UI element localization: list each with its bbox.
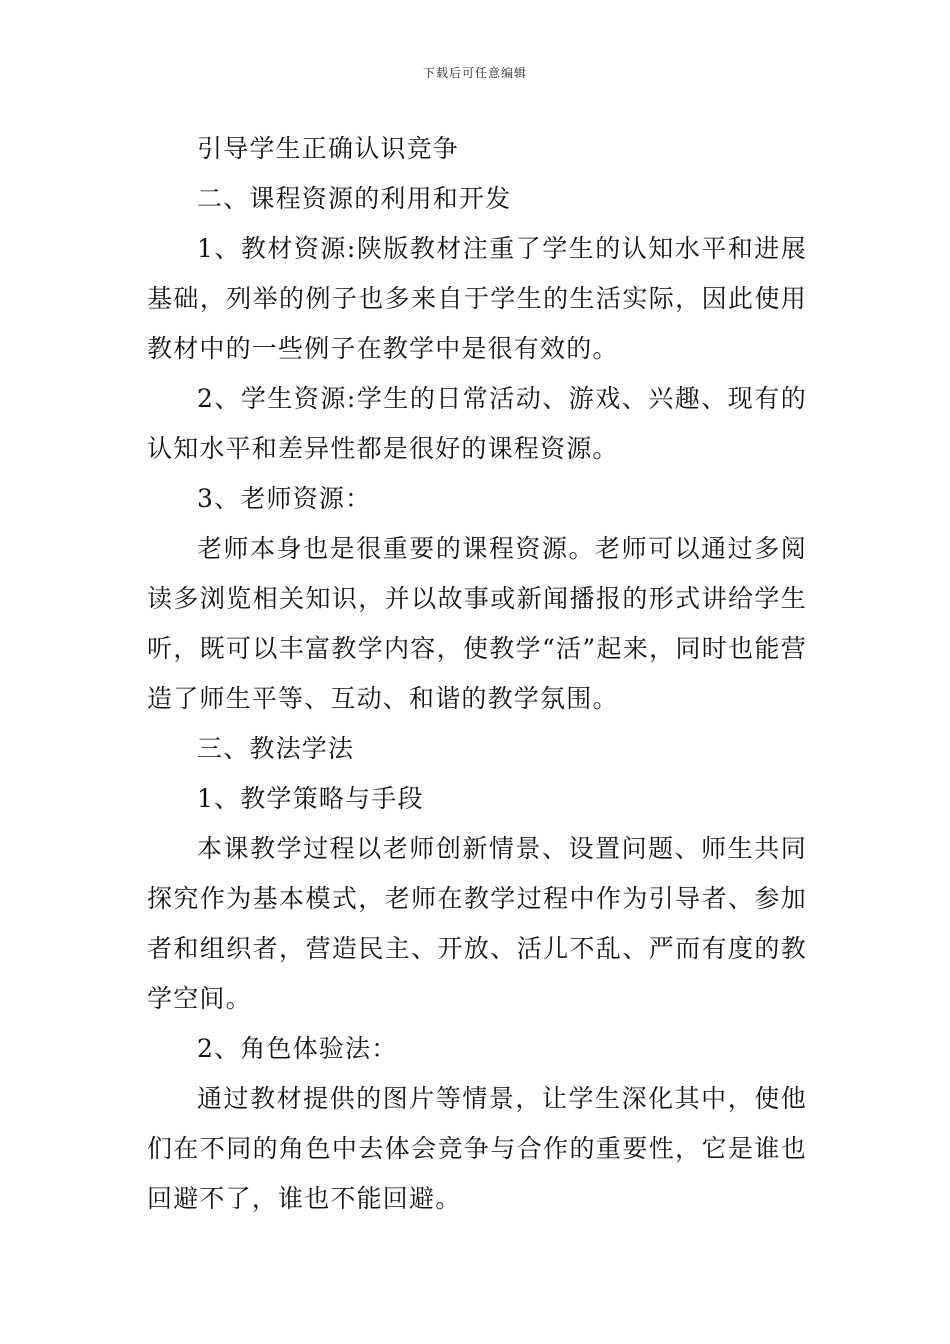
heading-teaching-strategy: 1、教学策略与手段 (197, 784, 424, 813)
paragraph-textbook-resources: 1、教材资源:陕版教材注重了学生的认知水平和进展基础，列举的例子也多来自于学生的生活实际，因此使用教材中的一些例子在教学中是很有效的。 (147, 234, 807, 363)
paragraph-intro: 引导学生正确认识竞争 (197, 134, 460, 163)
page-header: 下载后可任意编辑 (422, 66, 527, 80)
heading-role-play: 2、角色体验法： (197, 1034, 398, 1063)
document-body (147, 124, 807, 1224)
paragraph-teacher-resources: 老师本身也是很重要的课程资源。老师可以通过多阅读多浏览相关知识，并以故事或新闻播报的形式讲给学生听，既可以丰富教学内容，使教学“活”起来，同时也能营造了师生平等、互动、和谐的教学氛围。 (147, 534, 807, 713)
heading-teaching-methods: 三、教法学法 (197, 734, 355, 763)
heading-course-resources: 二、课程资源的利用和开发 (197, 184, 512, 213)
paragraph-role-play: 通过教材提供的图片等情景，让学生深化其中，使他们在不同的角色中去体会竞争与合作的重要性，它是谁也回避不了，谁也不能回避。 (147, 1084, 807, 1213)
paragraph-teaching-strategy: 本课教学过程以老师创新情景、设置问题、师生共同探究作为基本模式，老师在教学过程中作为引导者、参加者和组织者，营造民主、开放、活儿不乱、严而有度的教学空间。 (147, 834, 807, 1013)
heading-teacher-resources: 3、老师资源： (197, 484, 372, 513)
paragraph-student-resources: 2、学生资源:学生的日常活动、游戏、兴趣、现有的认知水平和差异性都是很好的课程资源。 (147, 384, 807, 463)
